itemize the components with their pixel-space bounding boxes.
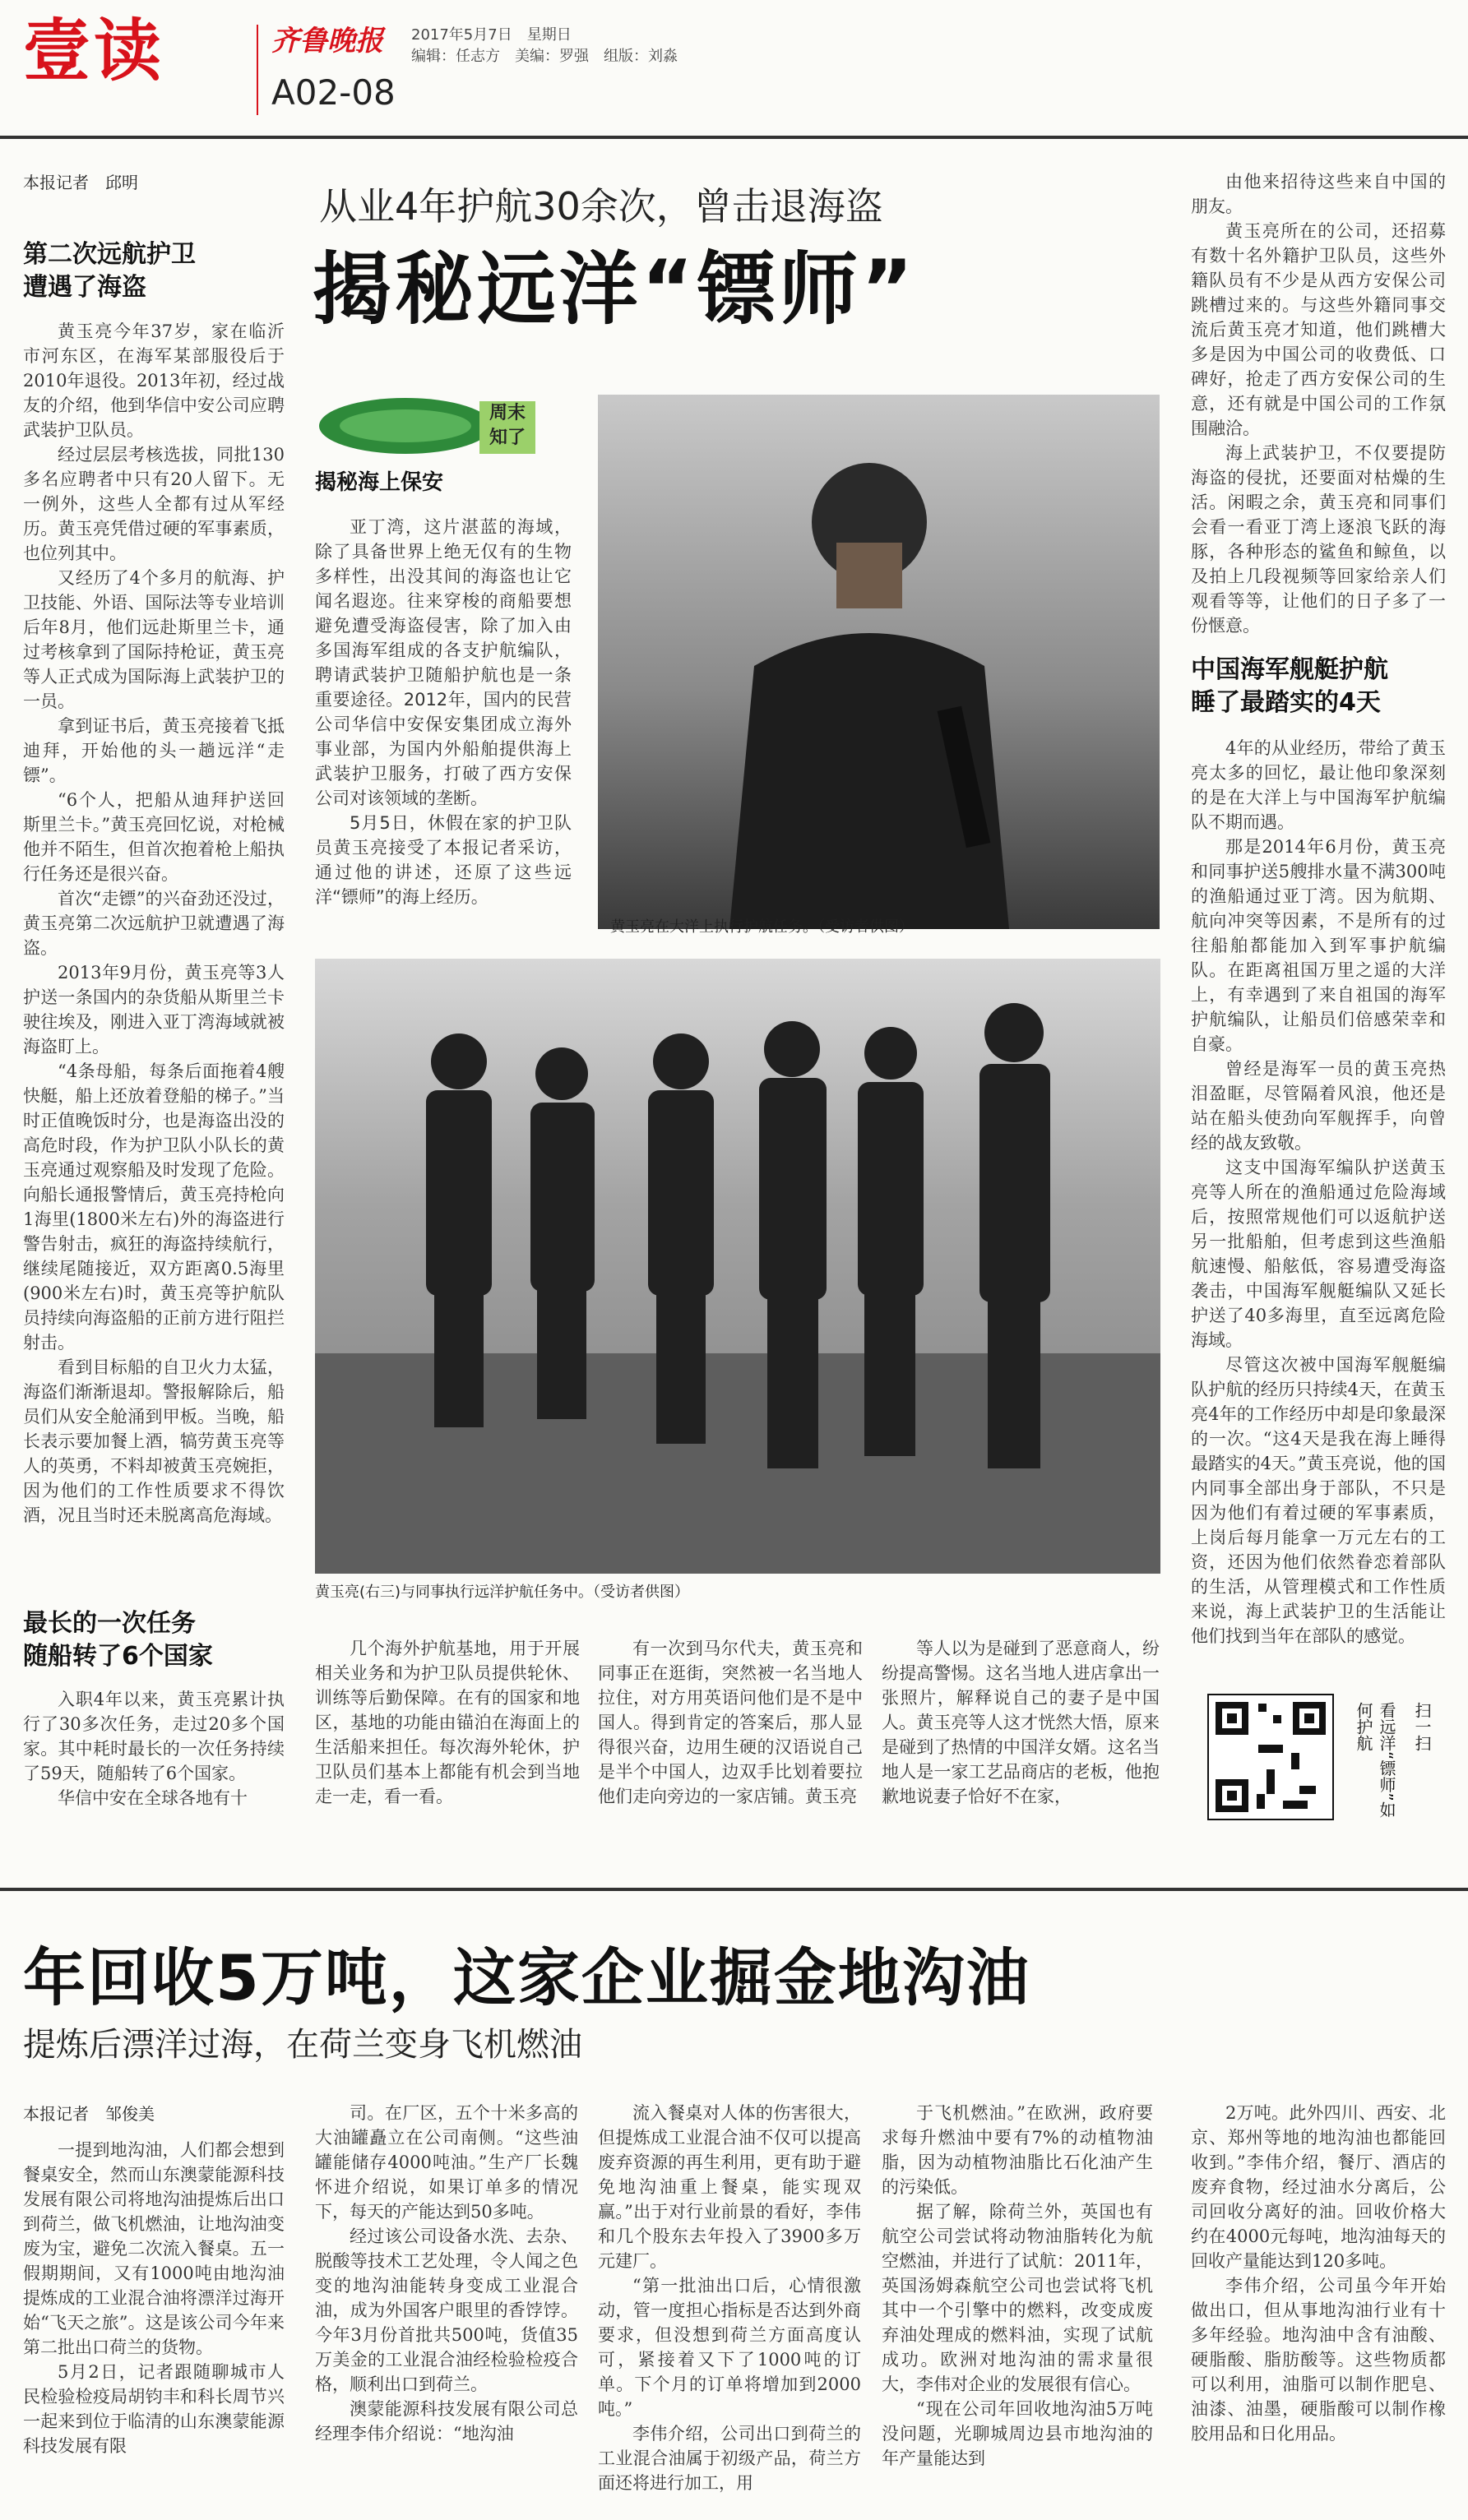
story1-subhead-3: 中国海军舰艇护航 睡了最踏实的4天	[1191, 655, 1388, 717]
story2-column-1: 一提到地沟油，人们都会想到餐桌安全，然而山东澳蒙能源科技发展有限公司将地沟油提炼后出口到荷兰，做飞机燃油，让地沟油变废为宝，避免二次流入餐桌。五一假期期间，又有1000吨由地沟油提炼成的工业混合油将漂洋过海开始“飞天之旅”。这是该公司今年来第二批出口荷兰的货物。 5月2日，记者跟随聊城市人民检验检疫局胡钧丰和科长周节兴一起来到位于临清的山东澳蒙能源科技发展有限	[23, 2140, 285, 2456]
guard-silhouette-icon	[598, 395, 1160, 929]
story1-right-column: 由他来招待这些来自中国的朋友。 黄玉亮所在的公司，还招募有数十名外籍护卫队员，这些外籍队员有不少是从西方安保公司跳槽过来的。与这些外籍同事交流后黄玉亮才知道，他们跳槽大多是因为中国公司的收费低、口碑好，抢走了西方安保公司的生意，还有就是中国公司的工作氛围融洽。 海上武装护卫，不仅要提防海盗的侵扰，还要面对枯燥的生活。闲暇之余，黄玉亮和同事们会看一看亚丁湾上逐浪飞跃的海豚，各种形态的鲨鱼和鲸鱼，以及拍上几段视频等回家给亲人们观看等等，让他们的日子多了一份惬意。	[1191, 172, 1446, 636]
masthead-divider	[257, 25, 258, 115]
paper-logo: 齐鲁晚报	[271, 25, 383, 58]
photo1-caption: 黄玉亮在大洋上执行护航任务。（受访者供图）	[610, 918, 914, 936]
photo2-caption: 黄玉亮(右三)与同事执行远洋护航任务中。（受访者供图）	[315, 1584, 690, 1601]
story1-subhead-2: 最长的一次任务 随船转了6个国家	[23, 1609, 213, 1671]
weekend-badge: 周末 知了	[479, 401, 535, 454]
story2-column-4: 于飞机燃油。”在欧洲，政府要求每升燃油中要有7%的动植物油脂，因为动植物油脂比石化油产生的污染低。 据了解，除荷兰外，英国也有航空公司尝试将动物油脂转化为航空燃油，并进行了试航：2011年，英国汤姆森航空公司也尝试将飞机其中一个引擎中的燃料，改变成废弃油处理成的燃料油，实现了试航成功。欧洲对地沟油的需求量很大，李伟对企业的发展很有信心。 “现在公司年回收地沟油5万吨没问题，光聊城周边县市地沟油的年产量能达到	[882, 2103, 1153, 2468]
story1-bottom-column-2: 有一次到马尔代夫，黄玉亮和同事正在逛街，突然被一名当地人拉住，对方用英语问他们是不是中国人。得到肯定的答案后，那人显得很兴奋，边用生硬的汉语说自己是半个中国人，边双手比划着要拉他们走向旁边的一家店铺。黄玉亮	[598, 1639, 863, 1806]
masthead-rule	[0, 136, 1468, 139]
story1-subhead-1: 第二次远航护卫 遭遇了海盗	[23, 240, 196, 302]
story1-dek: 从业4年护航30余次，曾击退海盗	[319, 184, 883, 229]
team-group-photo	[315, 959, 1160, 1574]
page-number: A02-08	[271, 72, 396, 113]
section-title: 壹读	[23, 12, 165, 90]
story1-right-column-2: 4年的从业经历，带给了黄玉亮太多的回忆，最让他印象深刻的是在大洋上与中国海军护航编队不期而遇。 那是2014年6月份，黄玉亮和同事护送5艘排水量不满300吨的渔船通过亚丁湾。因为航期、航向冲突等因素，不是所有的过往船舶都能加入到军事护航编队。在距离祖国万里之遥的大洋上，有幸遇到了来自祖国的海军护航编队，让船员们倍感荣幸和自豪。 曾经是海军一员的黄玉亮热泪盈眶，尽管隔着风浪，他还是站在船头使劲向军舰挥手，向曾经的战友致敬。 这支中国海军编队护送黄玉亮等人所在的渔船通过危险海域后，按照常规他们可以返航护送另一批船舶，但考虑到这些渔船航速慢、船舷低，容易遭受海盗袭击，中国海军舰艇编队又延长护送了40多海里，直至远离危险海域。 尽管这次被中国海军舰艇编队护航的经历只持续4天，在黄玉亮4年的工作经历中却是印象最深的一次。“这4天是我在海上睡得最踏实的4天。”黄玉亮说，他的国内同事全部出身于部队，不只是因为他们有着过硬的军事素质，上岗后每月能拿一万元左右的工资，还因为他们依然眷恋着部队的生活，从管理模式和工作性质来说，海上武装护卫的生活能让他们找到当年在部队的感觉。	[1191, 738, 1446, 1646]
story2-column-3: 流入餐桌对人体的伤害很大，但提炼成工业混合油不仅可以提高废弃资源的再生利用，更有助于避免地沟油重上餐桌，能实现双赢。”出于对行业前景的看好，李伟和几个股东去年投入了3900多万元建厂。 “第一批油出口后，心情很激动，管一度担心指标是否达到外商要求，但没想到荷兰方面高度认可，紧接着又下了1000吨的订单。下个月的订单将增加到2000吨。” 李伟介绍，公司出口到荷兰的工业混合油属于初级产品，荷兰方面还将进行加工，用	[598, 2103, 861, 2493]
story1-intro: 亚丁湾，这片湛蓝的海域，除了具备世界上绝无仅有的生物多样性，出没其间的海盗也让它闻名遐迩。往来穿梭的商船要想避免遭受海盗侵害，除了加入由多国海军组成的各支护航编队，聘请武装护卫随船护航也是一条重要途径。2012年，国内的民营公司华信中安保安集团成立海外事业部，为国内外船舶提供海上武装护卫服务，打破了西方安保公司对该领域的垄断。 5月5日，休假在家的护卫队员黄玉亮接受了本报记者采访，通过他的讲述，还原了这些远洋“镖师”的海上经历。	[315, 517, 572, 907]
issue-date: 2017年5月7日 星期日	[411, 26, 572, 44]
story1-column-1b: 入职4年以来，黄玉亮累计执行了30多次任务，走过20多个国家。其中耗时最长的一次任务持续了59天，随船转了6个国家。 华信中安在全球各地有十	[23, 1690, 285, 1808]
story1-headline: 揭秘远洋“镖师”	[313, 243, 917, 335]
qr-label-scan: 扫一扫	[1412, 1702, 1432, 1751]
qr-label-desc: 看远洋“镖师”如何护航	[1354, 1702, 1396, 1818]
editors-line: 编辑：任志方 美编：罗强 组版：刘淼	[411, 48, 678, 65]
story1-bottom-column-1: 几个海外护航基地，用于开展相关业务和为护卫队员提供轮休、训练等后勤保障。在有的国家和地区，基地的功能由锚泊在海面上的生活船来担任。每次海外轮休，护卫队员们基本上都能有机会到当地走一走，看一看。	[315, 1639, 580, 1806]
team-silhouettes-icon	[315, 959, 1160, 1574]
story2-column-2: 司。在厂区，五个十米多高的大油罐矗立在公司南侧。“这些油罐能储存4000吨油。”生产厂长魏怀进介绍说，如果订单多的情况下，每天的产能达到50多吨。 经过该公司设备水洗、去杂、脱酸等技术工艺处理，令人闻之色变的地沟油能转身变成工业混合油，成为外国客户眼里的香饽饽。今年3月份首批共500吨，货值35万美金的工业混合油经检验检疫合格，顺利出口到荷兰。 澳蒙能源科技发展有限公司总经理李伟介绍说：“地沟油	[315, 2103, 578, 2444]
story1-bottom-column-3: 等人以为是碰到了恶意商人，纷纷提高警惕。这名当地人进店拿出一张照片，解释说自己的妻子是中国人。黄玉亮等人这才恍然大悟，原来是碰到了热情的中国洋女婿。这名当地人是一家工艺品商店的老板，他抱歉地说妻子恰好不在家，	[882, 1639, 1160, 1806]
story2-headline: 年回收5万吨，这家企业掘金地沟油	[23, 1941, 1030, 2014]
box-title: 揭秘海上保安	[315, 470, 444, 495]
weekend-box	[315, 393, 537, 500]
story2-column-5: 2万吨。此外四川、西安、北京、郑州等地的地沟油也都能回收到。”李伟介绍，餐厅、酒店的废弃食物，经过油水分离后，公司回收分离好的油。回收价格大约在4000元每吨，地沟油每天的回收产量能达到120多吨。 李伟介绍，公司虽今年开始做出口，但从事地沟油行业有十多年经验。地沟油中含有油酸、硬脂酸、脂肪酸等。这些物质都可以利用，油脂可以制作肥皂、油漆、油墨，硬脂酸可以制作橡胶用品和日化用品。	[1191, 2103, 1446, 2444]
story-divider	[0, 1888, 1468, 1891]
qr-pattern-icon	[1209, 1695, 1332, 1819]
guard-portrait-photo	[598, 395, 1160, 929]
qr-code[interactable]	[1207, 1694, 1334, 1820]
story2-dek: 提炼后漂洋过海，在荷兰变身飞机燃油	[23, 2026, 582, 2064]
story2-byline: 本报记者 邹俊美	[23, 2104, 155, 2124]
story1-byline: 本报记者 邱明	[23, 173, 138, 192]
story1-column-1: 黄玉亮今年37岁，家在临沂市河东区，在海军某部服役后于2010年退役。2013年初，经过战友的介绍，他到华信中安公司应聘武装护卫队员。 经过层层考核选拔，同批130多名应聘者中只有20人留下。无一例外，这些人全都有过从军经历。黄玉亮凭借过硬的军事素质，也位列其中。 又经历了4个多月的航海、护卫技能、外语、国际法等专业培训后年8月，他们远赴斯里兰卡，通过考核拿到了国际持枪证，黄玉亮等人正式成为国际海上武装护卫的一员。 拿到证书后，黄玉亮接着飞抵迪拜，开始他的头一趟远洋“走镖”。 “6个人，把船从迪拜护送回斯里兰卡。”黄玉亮回忆说，对枪械他并不陌生，但首次抱着枪上船执行任务还是很兴奋。 首次“走镖”的兴奋劲还没过，黄玉亮第二次远航护卫就遭遇了海盗。 2013年9月份，黄玉亮等3人护送一条国内的杂货船从斯里兰卡驶往埃及，刚进入亚丁湾海域就被海盗盯上。 “4条母船，每条后面拖着4艘快艇，船上还放着登船的梯子。”当时正值晚饭时分，也是海盗出没的高危时段，作为护卫队小队长的黄玉亮通过观察船及时发现了危险。向船长通报警情后，黄玉亮持枪向1海里(1800米左右)外的海盗进行警告射击，疯狂的海盗持续航行，继续尾随接近，双方距离0.5海里(900米左右)时，黄玉亮等护航队员持续向海盗船的正前方进行阻拦射击。 看到目标船的自卫火力太猛，海盗们渐渐退却。警报解除后，船员们从安全舱涌到甲板。当晚，船长表示要加餐上酒，犒劳黄玉亮等人的英勇，不料却被黄玉亮婉拒，因为他们的工作性质要求不得饮酒，况且当时还未脱离高危海域。	[23, 321, 285, 1525]
